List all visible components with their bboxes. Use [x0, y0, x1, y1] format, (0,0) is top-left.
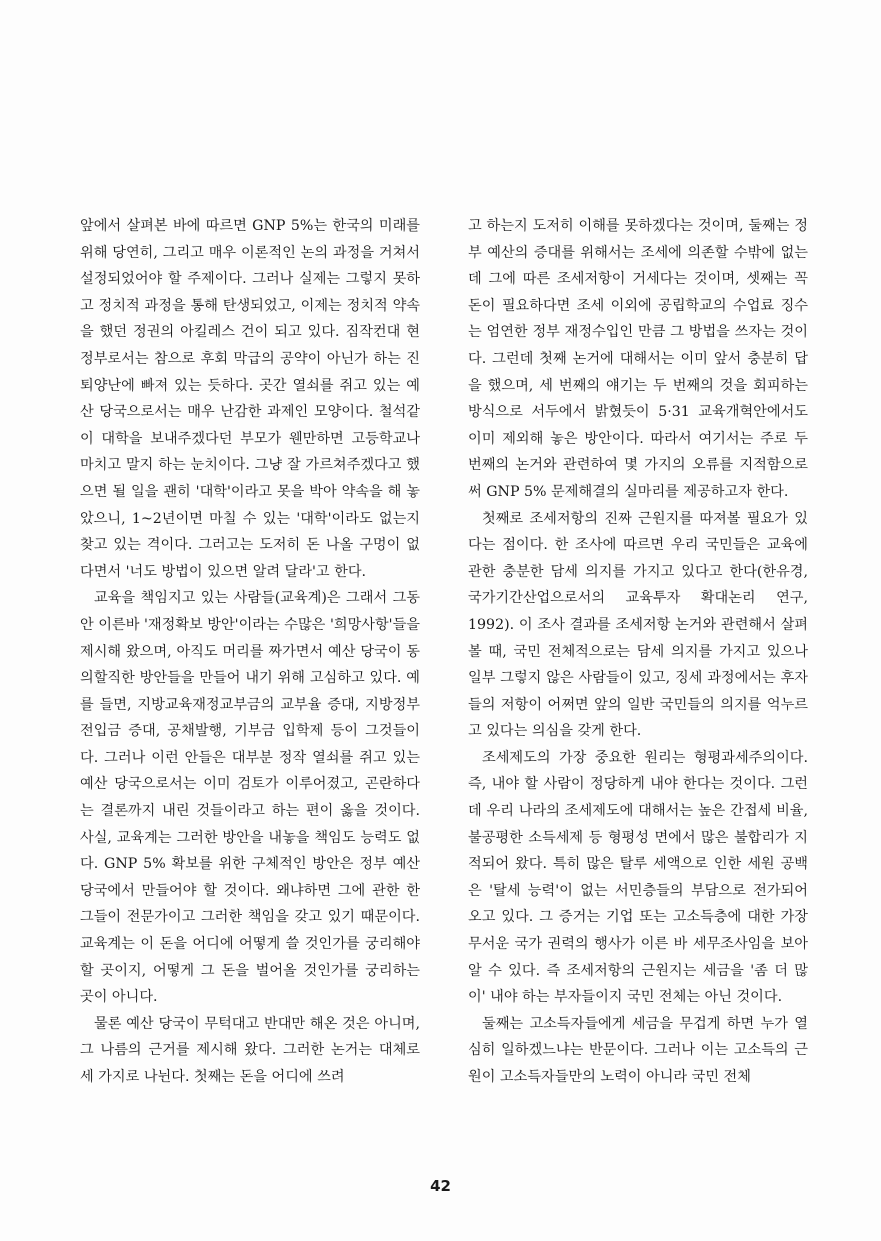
paragraph: 둘째는 고소득자들에게 세금을 무겁게 하면 누가 열심히 일하겠느냐는 반문이다. 그러나 이는 고소득의 근원이 고소득자들만의 노력이 아니라 국민 전체: [468, 1015, 808, 1085]
page-number: 42: [430, 1177, 451, 1195]
paragraph: 교육을 책임지고 있는 사람들(교육계)은 그래서 그동안 이른바 '재정확보 방안'이라는 수많은 '희망사항'들을 제시해 왔으며, 아직도 머리를 짜가면서 예산 당국이 동의할직한 방안들을 만들어 내기 위해 고심하고 있다. 예를 들면, 지방교육재정교부금의 교부율 증대, 지방정부 전입금 증대, 공채발행, 기부금 입학제 등이 그것들이다. 그러나 이런 안들은 대부분 정작 열쇠를 쥐고 있는 예산 당국으로서는 이미 검토가 이루어졌고, 곤란하다는 결론까지 내린 것들이라고 하는 편이 옳을 것이다. 사실, 교육계는 그러한 방안을 내놓을 책임도 능력도 없다. GNP 5% 확보를 위한 구체적인 방안은 정부 예산 당국에서 만들어야 할 것이다. 왜냐하면 그에 관한 한 그들이 전문가이고 그러한 책임을 갖고 있기 때문이다. 교육계는 이 돈을 어디에 어떻게 쓸 것인가를 궁리해야 할 곳이지, 어떻게 그 돈을 벌어올 것인가를 궁리하는 곳이 아니다.: [80, 590, 420, 1006]
paragraph: 앞에서 살펴본 바에 따르면 GNP 5%는 한국의 미래를 위해 당연히, 그리고 매우 이론적인 논의 과정을 거쳐서 설정되었어야 할 주제이다. 그러나 실제는 그렇지 못하고 정치적 과정을 통해 탄생되었고, 이제는 정치적 약속을 했던 정권의 아킬레스 건이 되고 있다. 짐작컨대 현 정부로서는 참으로 후회 막급의 공약이 아닌가 하는 진퇴양난에 빠져 있는 듯하다. 곳간 열쇠를 쥐고 있는 예산 당국으로서는 매우 난감한 과제인 모양이다. 철석같이 대학을 보내주겠다던 부모가 웬만하면 고등학교나 마치고 말지 하는 눈치이다. 그냥 잘 가르쳐주겠다고 했으면 될 일을 괜히 '대학'이라고 못을 박아 약속을 해 놓았으니, 1~2년이면 마칠 수 있는 '대학'이라도 없는지 찾고 있는 격이다. 그러고는 도저히 돈 나올 구멍이 없다면서 '너도 방법이 있으면 알려 달라'고 한다.: [80, 218, 420, 580]
paragraph: 고 하는지 도저히 이해를 못하겠다는 것이며, 둘째는 정부 예산의 증대를 위해서는 조세에 의존할 수밖에 없는데 그에 따른 조세저항이 거세다는 것이며, 셋째는 꼭 돈이 필요하다면 조세 이외에 공립학교의 수업료 징수는 엄연한 정부 재정수입인 만큼 그 방법을 쓰자는 것이다. 그런데 첫째 논거에 대해서는 이미 앞서 충분히 답을 했으며, 세 번째의 얘기는 두 번째의 것을 회피하는 방식으로 서두에서 밝혔듯이 5·31 교육개혁안에서도 이미 제외해 놓은 방안이다. 따라서 여기서는 주로 두 번째의 논거와 관련하여 몇 가지의 오류를 지적함으로써 GNP 5% 문제해결의 실마리를 제공하고자 한다.: [468, 218, 808, 500]
paragraph: 물론 예산 당국이 무턱대고 반대만 해온 것은 아니며, 그 나름의 근거를 제시해 왔다. 그러한 논거는 대체로 세 가지로 나뉜다. 첫째는 돈을 어디에 쓰려: [80, 1015, 420, 1085]
right-text-column: [468, 213, 808, 1091]
left-text-column: [80, 213, 420, 1091]
paragraph: 조세제도의 가장 중요한 원리는 형평과세주의이다. 즉, 내야 할 사람이 정당하게 내야 한다는 것이다. 그런데 우리 나라의 조세제도에 대해서는 높은 간접세 비율, 불공평한 소득세제 등 형평성 면에서 많은 불합리가 지적되어 왔다. 특히 많은 탈루 세액으로 인한 세원 공백은 '탈세 능력'이 없는 서민층들의 부담으로 전가되어 오고 있다. 그 증거는 기업 또는 고소득층에 대한 가장 무서운 국가 권력의 행사가 이른 바 세무조사임을 보아 알 수 있다. 즉 조세저항의 근원지는 세금을 '좀 더 많이' 내야 하는 부자들이지 국민 전체는 아닌 것이다.: [468, 749, 808, 1006]
paragraph: 첫째로 조세저항의 진짜 근원지를 따져볼 필요가 있다는 점이다. 한 조사에 따르면 우리 국민들은 교육에 관한 충분한 담세 의지를 가지고 있다고 한다(한유경, 국가기간산업으로서의 교육투자 확대논리 연구, 1992). 이 조사 결과를 조세저항 논거와 관련해서 살펴볼 때, 국민 전체적으로는 담세 의지를 가지고 있으나 일부 그렇지 않은 사람들이 있고, 징세 과정에서는 후자들의 저항이 어쩌면 앞의 일반 국민들의 의지를 억누르고 있다는 의심을 갖게 한다.: [468, 510, 808, 740]
